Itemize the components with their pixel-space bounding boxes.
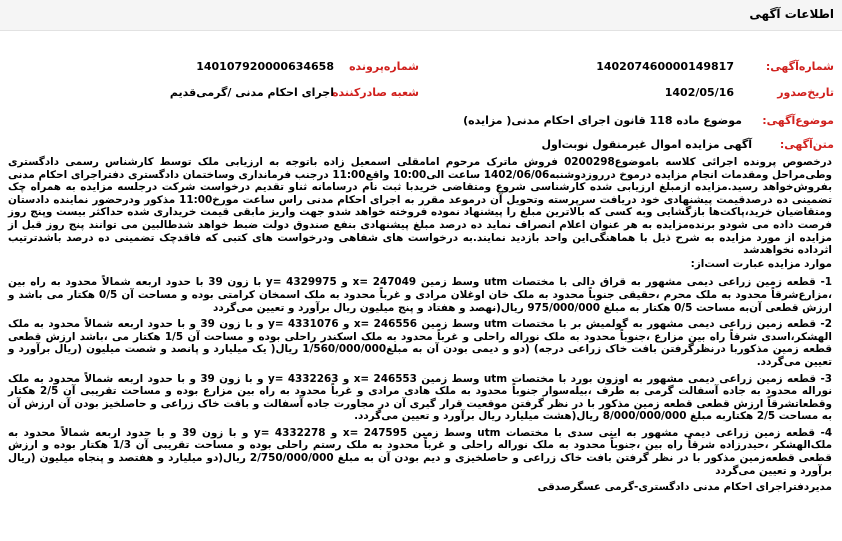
notice-paragraph-intro: درخصوص پرونده اجرائی کلاسه باموضوع0200298 فروش ماترک مرحوم امامقلی اسمعیل زاده باتوجه به ارزیابی ملک توسط کارشناس رسمی دادگستری وطی‌مراحل ومقدمات انجام مزایده درموخ درروزدوشنبه1402/06/06 ساعت الی10:00 واقع11:00 درجنب فرمانداری وساختمان دادگستری دفتراجرای احکام مدنی بفروش‌خواهد رسید.مزایده ازمبلغ ارزیابی شده کارشناسی شروع ومتقاضی خریدبا ثبت نام درسامانه ثناو تقدیم درخواست شرکت درجلسه مزایده به همراه چک تضمینی ده درصدقیمت پیشنهادی خود دریافت سرپرسته وتحویل آن درموعد مقرر به اجرای احکام مدنی راس ساعت مورخ11:00 مذکور ودرحضور نماینده دادستان ومتقاضیان خرید،پاکت‌ها بازگشایی وبه کسی که بالاترین مبلغ را پیشنهاد نموده فروخته خواهد شدو جهت واریز مابقی قیمت خریداری شده حداکثر بیست وپنج روز فرصت داده می شودو برنده‌مزایده به هر عنوان اعلام انصراف نماید ده درصد مبلغ پیشنهادی بنفع صندوق دولت ضبط خواهد شدطالبین می توانند پنج روز قبل از مزایده از مورد مزایده به شرح ذیل با هماهنگی‌این واحد بازدید نمایند.به درخواست های شفاهی ودرخواست های کتبی که فاقدچک تضمینی ده درصد باشدترتیب اثرداده نخواهدشد <box>8 156 832 257</box>
notice-number-label: شماره‌آگهی: <box>765 60 834 73</box>
issuing-branch-field <box>332 86 419 99</box>
page-title: اطلاعات آگهی <box>749 7 834 21</box>
issue-date-field <box>777 86 834 99</box>
notice-number-value-wrap <box>596 60 734 73</box>
case-number-label: شماره‌پرونده <box>349 60 419 73</box>
notice-paragraph-items-heading: موارد مزایده عبارت است‌از: <box>690 257 832 270</box>
case-number-value-wrap <box>196 60 334 73</box>
notice-body <box>8 156 832 494</box>
issue-date-value-wrap <box>665 86 734 99</box>
case-number-field <box>349 60 419 73</box>
subject-label: موضوع‌آگهی: <box>762 114 834 127</box>
notice-paragraph-item-1: 1- قطعه زمین زراعی دیمی مشهور به قراق دالی با مختصات utm وسط زمین 247049 =x و 4329975 =y با زون 39 با حدود اربعه شمالاً محدود به راه بین ،مزارع‌شرقاً محدود به ملک محرم ،حقیقی جنوباً محدود به ملک خان اوغلان مرادی و غرباً محدود به ملک اسمخان کرامتی بوده و مساحت آن 0/5 هکتار می باشد و ارزش قطعی آن‌به مساحت 0/5 هکتار به مبلغ 975/000/000 ریال(نهصد و هفتاد و پنج میلیون ریال برآورد و تعیین می‌گردد <box>8 276 833 314</box>
notice-paragraph-item-4: 4- قطعه زمین زراعی دیمی مشهور به اینی سدی با مختصات utm وسط زمین 247595 =x و 4332278 =y و با زون 39 و با حدود اربعه شمالاً محدود به ملک‌الهشکر ،حیدرزاده شرقاً راه بین ،جنوباً محدود به ملک نوراله راحلی و غرباً محدود به ملک رستم راحلی بوده و مساحت تقریبی آن 1/3 هکتار بوده و ارزش قطعی قطعه‌زمین مذکور با در نظر گرفتن بافت خاک زراعی و حاصلخیزی و دیم بودن آن به مبلغ 2/750/000/000 ریال(دو میلیارد و هفتصد و پنجاه میلیون (ریال برآورد و تعیین می‌گردد <box>8 426 833 477</box>
notice-headline: آگهی مزایده اموال غیرمنقول نوبت‌اول <box>541 138 752 151</box>
notice-paragraph-item-2: 2- قطعه زمین زراعی دیمی مشهور به گولمیش بر با مختصات utm وسط زمین 246556 =x و 4331076 =y و با زون 39 و با حدود اربعه شمالاً محدود به ملک الهشکر،اسدی شرقاً راه بین مزارع ،جنوباً محدود به ملک نوراله راحلی و غرباً محدود به ملک اسکندر راحلی بوده و مساحت آن 1/5 هکتار می ،باشد ارزش قطعی قطعه زمین مذکوربا درنظرگرفتن بافت خاک زراعی درجه) (دو و دیمی بودن آن به مبلغ1/560/000/000 ریال( یک میلیارد و پانصد و شصت میلیون (ریال برآورد و تعیین می‌گردد. <box>8 318 833 368</box>
notice-number-field <box>766 60 834 73</box>
issue-date-label: تاریخ‌صدور <box>777 86 834 99</box>
case-number-value: 140107920000634658 <box>196 60 334 73</box>
issue-date-value: 1402/05/16 <box>664 86 734 99</box>
issuing-branch-label: شعبه صادر‌کننده <box>332 86 419 99</box>
subject-text: موضوع ماده 118 قانون اجرای احکام مدنی( مزایده) <box>463 114 742 127</box>
notice-header-bar <box>0 0 842 31</box>
notice-number-value: 140207460000149817 <box>596 60 734 73</box>
notice-signature: مدیردفتراجرای احکام مدنی دادگستری-گرمی عسگرصدقی <box>537 481 832 494</box>
issuing-branch-value-wrap <box>170 86 334 99</box>
issuing-branch-value: اجرای احکام مدنی /گرمی‌قدیم <box>169 86 334 99</box>
notice-text-label: متن‌آگهی: <box>779 138 834 151</box>
notice-paragraph-item-3: 3- قطعه زمین زراعی دیمی مشهور به اوزون بورد با مختصات utm وسط زمین 246553 =x و 4332263 =y و با زون 39 و با حدود اربعه شمالاً محدود به ملک نوراله محدود به جاده آسفالت گرمی به طرف ،بیله‌سوار جنوباً محدود به ملک هادی مرادی و غرباً محدود به راه بین مزارع بوده و مساحت تقریبی آن 2/5 هکتار وقطعاتشرقاً ارزش قطعی قطعه زمین مذکور با در نظر گرفتن موقعیت قرار گیری آن در مجاورت جاده آسفالت و بافت خاک زراعی و حاصلخیز بودن آن ارزش آن به مساحت 2/5 هکتاربه مبلغ 8/000/000/000 ریال(هشت میلیارد ریال برآورد و تعیین می‌گردد. <box>8 372 833 423</box>
